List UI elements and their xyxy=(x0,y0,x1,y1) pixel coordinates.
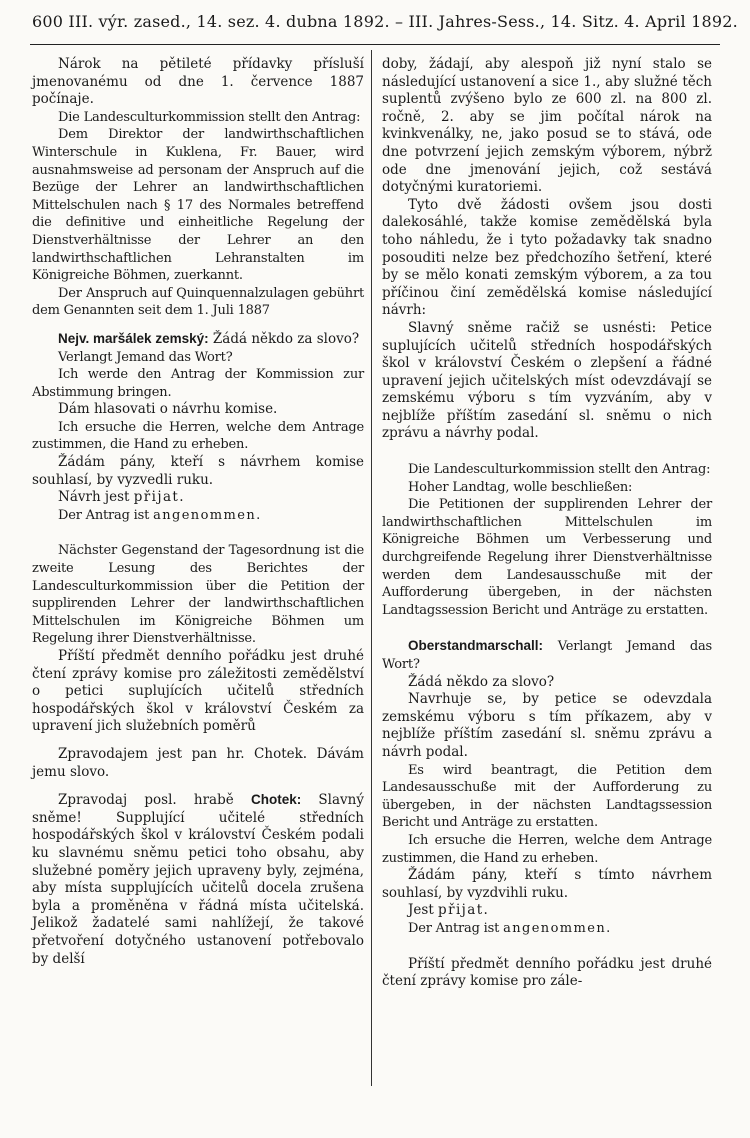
paragraph: Slavný sněme račiž se usnésti: Petice suplujících učitelů středních hospodářských škol v království Českém o zlepšení a řádné upravení jejich učitelských míst odevzdávají se zemskému výboru s tím vyzváním, aby v nejblíže příštím zasedání sl. sněmu o nich zprávu a návrhy podal. xyxy=(382,319,712,442)
result-line xyxy=(32,507,364,525)
result-text: Der Antrag ist xyxy=(408,920,504,936)
right-column xyxy=(382,56,712,991)
left-column xyxy=(32,56,364,968)
paragraph: Ich ersuche die Herren, welche dem Antrage zustimmen, die Hand zu erheben. xyxy=(382,832,712,866)
paragraph: Es wird beantragt, die Petition dem Landesausschuße mit der Aufforderung zu übergeben, in der nächsten Landtagssession Bericht und Anträge zu erstatten. xyxy=(382,762,712,831)
speaker-line xyxy=(32,791,364,968)
paragraph: Příští předmět denního pořádku jest druhé čtení zprávy komise pro záležitosti zemědělství o petici suplujících učitelů středních hospodářských škol v království Českém za upravení jich služebních poměrů xyxy=(32,648,364,735)
paragraph: Příští předmět denního pořádku jest druhé čtení zprávy komise pro zále- xyxy=(382,955,712,990)
result-text: Jest xyxy=(408,902,439,919)
speaker-line xyxy=(32,330,364,349)
paragraph: Ich werde den Antrag der Kommission zur Abstimmung bringen. xyxy=(32,367,364,400)
paragraph: doby, žádají, aby alespoň již nyní stalo se následující ustanovení a sice 1., aby služné těch suplentů zvýšeno bylo ze 600 zl. na 800 zl. ročně, 2. aby se jim počítal nárok na kvinkvenálky, ne, jako posud se to stává, ode dne potvrzení jejich zemským výborem, nýbrž ode dne jmenování jejich, což sestává dotyčnými kuratoriemi. xyxy=(382,56,712,196)
result-line xyxy=(382,920,712,938)
paragraph: Nárok na pětileté přídavky přísluší jmenovanému od dne 1. července 1887 počínaje. xyxy=(32,56,364,108)
speaker-line xyxy=(382,637,712,673)
speech: Slavný sněme! Supplující učitelé středních hospodářských škol v království Českém podali ku slavnému sněmu petici toho obsahu, aby služebné poměry jejich upraveny byly, zejména, aby místa supplujících učitelů docela zrušena byla a proměněna v řádná místa učitelská. Jelikož žadatelé sami nahlížejí, že takové přetvoření dotyčného ustanovení potřebovalo by delší xyxy=(32,792,364,967)
result-spaced: angenommen. xyxy=(153,507,262,523)
header-rule xyxy=(30,44,720,45)
result-line xyxy=(382,902,712,920)
paragraph: Tyto dvě žádosti ovšem jsou dosti dalekosáhlé, takže komise zemědělská byla toho náhledu, že i tyto požadavky tak snadno posouditi nelze bez předchozího šetření, které by se mělo konati zemským výborem, a za tou příčinou činí zemědělská komise následující návrh: xyxy=(382,196,712,319)
speech: Žádá někdo za slovo? xyxy=(212,330,360,347)
paragraph: Die Petitionen der supplirenden Lehrer der landwirthschaftlichen Mittelschulen im Königreiche Böhmen um Verbesserung und durchgreifende Regelung ihrer Dienstverhältnisse werden dem Landesausschuße mit der Aufforderung übergeben, in der nächsten Landtagssession Bericht und Anträge zu erstatten. xyxy=(382,497,712,618)
paragraph: Die Landesculturkommission stellt den Antrag: xyxy=(408,462,711,478)
paragraph: Navrhuje se, by petice se odevzdala zemskému výboru s tím příkazem, aby v nejblíže příštím zasedání sl. sněmu zprávu a návrh podal. xyxy=(382,691,712,760)
column-divider xyxy=(371,50,372,1086)
result-text: Der Antrag ist xyxy=(58,507,154,523)
paragraph: Zpravodajem jest pan hr. Chotek. Dávám jemu slovo. xyxy=(32,745,364,780)
result-spaced: angenommen. xyxy=(503,920,612,936)
paragraph: Dám hlasovati o návrhu komise. xyxy=(58,401,278,418)
speaker-intro: Zpravodaj posl. hrabě xyxy=(58,792,251,809)
result-spaced: přijat. xyxy=(133,489,185,506)
paragraph: Verlangt Jemand das Wort? xyxy=(58,349,233,365)
speaker-name: Chotek: xyxy=(250,792,302,808)
paragraph: Hoher Landtag, wolle beschließen: xyxy=(408,479,633,495)
paragraph: Dem Direktor der landwirthschaftlichen Winterschule in Kuklena, Fr. Bauer, wird ausnahmsweise ad personam der Anspruch auf die Bezüge der Lehrer an landwirthschaftlichen Mittelschulen nach § 17 des Normales betreffend die definitive und einheitliche Regelung der Dienstverhältnisse der Lehrer an den landwirthschaftlichen Lehranstalten im Königreiche Böhmen, zuerkannt. xyxy=(32,127,364,284)
paragraph: Nächster Gegenstand der Tagesordnung ist die zweite Lesung des Berichtes der Landesculturkommission über die Petition der supplirenden Lehrer der landwirthschaftlichen Mittelschulen im Königreiche Böhmen um Regelung ihrer Dienstverhältnisse. xyxy=(32,543,364,647)
speaker-name: Nejv. maršálek zemský: xyxy=(58,330,209,346)
speaker-name: Oberstandmarschall: xyxy=(408,638,544,654)
result-spaced: přijat. xyxy=(438,902,490,919)
paragraph: Žádám pány, kteří s tímto návrhem souhlasí, by vyzdvihli ruku. xyxy=(382,867,712,901)
paragraph: Der Anspruch auf Quinquennalzulagen gebührt dem Genannten seit dem 1. Juli 1887 xyxy=(32,285,364,319)
result-line xyxy=(32,489,364,507)
paragraph: Ich ersuche die Herren, welche dem Antrage zustimmen, die Hand zu erheben. xyxy=(32,419,364,453)
speech: Verlangt Jemand das Wort? xyxy=(382,639,712,672)
result-text: Návrh jest xyxy=(58,489,134,506)
page-header: 600 III. výr. zased., 14. sez. 4. dubna 1892. – III. Jahres-Sess., 14. Sitz. 4. April 1892. xyxy=(32,12,738,31)
paragraph: Žádá někdo za slovo? xyxy=(408,673,555,690)
paragraph: Žádám pány, kteří s návrhem komise souhlasí, by vyzvedli ruku. xyxy=(32,454,364,488)
paragraph: Die Landesculturkommission stellt den Antrag: xyxy=(58,109,361,125)
